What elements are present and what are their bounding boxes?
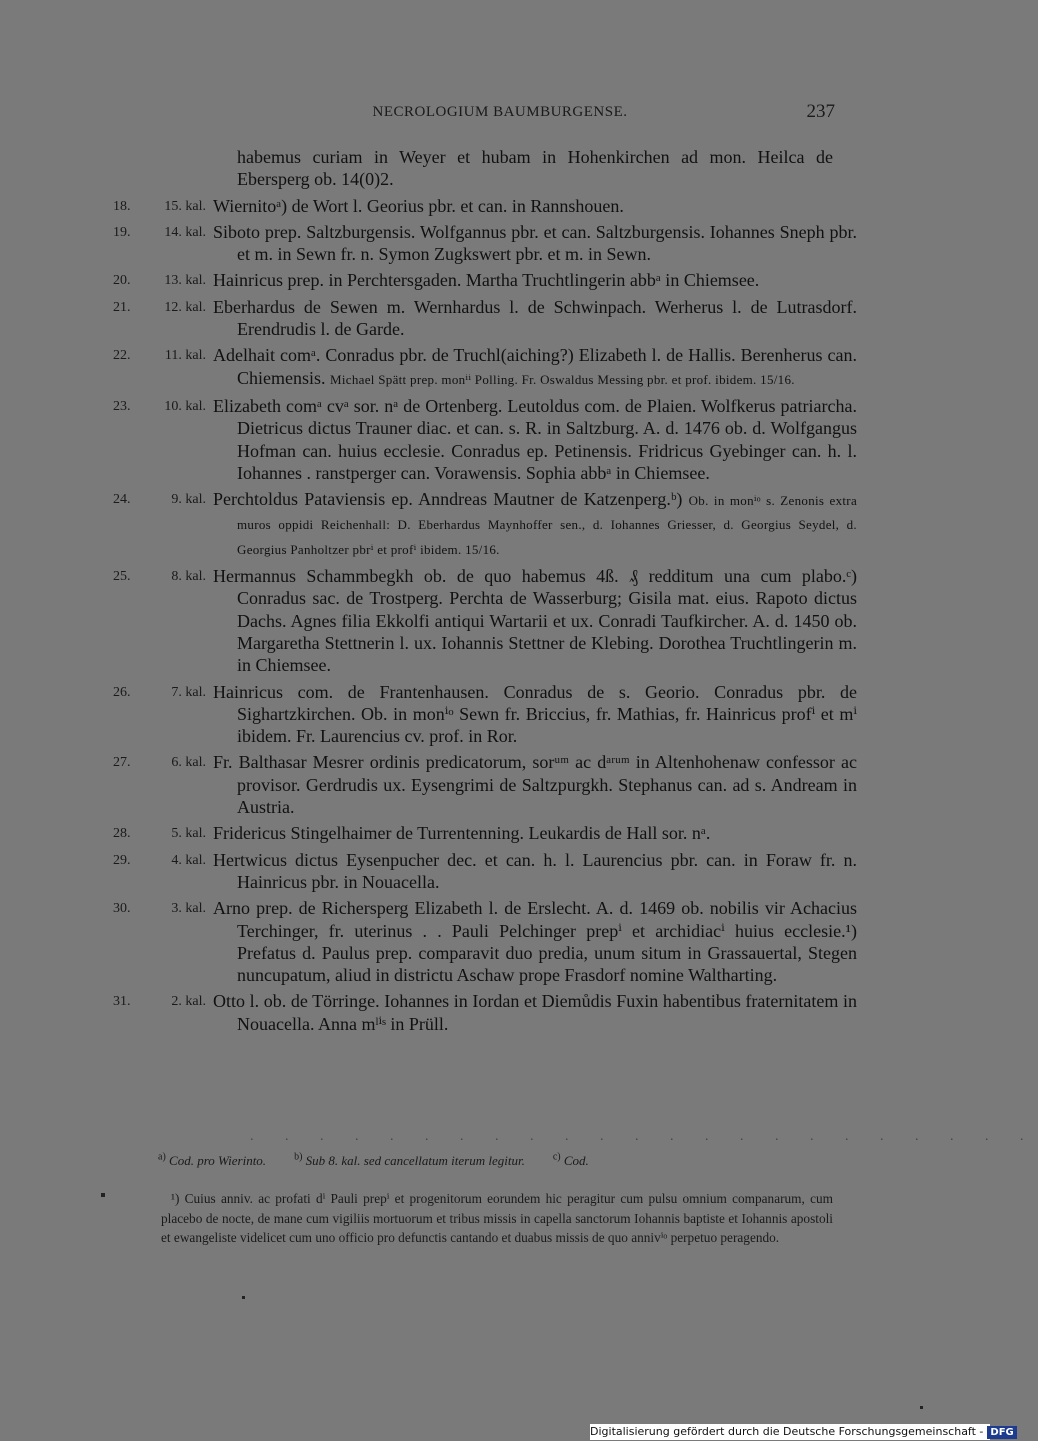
necrology-entry xyxy=(0,822,1000,844)
entry-text xyxy=(213,195,857,217)
entry-day-number: 28. xyxy=(113,826,131,842)
entry-day-number: 27. xyxy=(113,755,131,771)
entry-kalends: 4. kal. xyxy=(171,852,206,868)
entry-kalends: 3. kal. xyxy=(171,901,206,917)
entry-kalends: 12. kal. xyxy=(164,299,206,315)
entry-later-addition: Michael Spätt prep. monⁱⁱ Polling. Fr. Oswaldus Messing pbr. et prof. ibidem. 15/16. xyxy=(330,371,795,387)
necrology-entry xyxy=(0,296,1000,341)
entry-day-number: 29. xyxy=(113,852,131,868)
necrology-body xyxy=(0,146,1000,1039)
necrology-entry xyxy=(0,269,1000,291)
necrology-entry xyxy=(0,488,1000,561)
entry-main-text: Elizabeth comᵃ cvᵃ sor. nᵃ de Ortenberg. Leutoldus com. de Plaien. Wolfkerus patriarcha. Dietricus dictus Trauner diac. et can. s. R. in Saltzburg. A. d. 1476 ob. d. Wolfgangus Hofman can. huius ecclesie. Conradus ep. Petinensis. Fridricus Gyebinger can. h. l. Iohannes . ranstperger can. Vorawensis. Sophia abbᵃ in Chiemsee. xyxy=(213,395,857,483)
entry-main-text: Eberhardus de Sewen m. Wernhardus l. de Schwinpach. Werherus l. de Lutrasdorf. Erendrudis l. de Garde. xyxy=(213,296,857,340)
entry-main-text: Hertwicus dictus Eysenpucher dec. et can. h. l. Laurencius pbr. can. in Foraw fr. n. Hainricus pbr. in Nouacella. xyxy=(213,849,857,892)
ink-speck xyxy=(242,1296,245,1299)
entry-main-text: Siboto prep. Saltzburgensis. Wolfgannus pbr. et can. Saltzburgensis. Iohannes Sneph pbr. et m. in Sewn fr. n. Symon Zugkswert pbr. et m. in Sewn. xyxy=(213,221,857,265)
entry-text xyxy=(213,344,857,391)
footnote-mark: b) xyxy=(294,1151,303,1163)
entry-text xyxy=(213,897,857,986)
entry-day-number: 31. xyxy=(113,994,131,1010)
entry-main-text: Wiernitoᵃ) de Wort l. Georius pbr. et can. in Rannshouen. xyxy=(213,195,624,216)
entry-main-text: Arno prep. de Richersperg Elizabeth l. de Erslecht. A. d. 1469 ob. nobilis vir Achacius Terchinger, fr. uterinus . . Pauli Pelchinger prepⁱ et archidiacⁱ huius ecclesie.¹) Prefatus d. Paulus prep. comparavit duo predia, unum situm in Grassauertal, Stegen nuncupatum, aliud in districtu Aschaw prope Frasdorf nomine Waltharting. xyxy=(213,898,857,986)
necrology-entry xyxy=(0,221,1000,266)
continuation-text: habemus curiam in Weyer et hubam in Hohenkirchen ad mon. Heilca de Ebersperg ob. 14(0)2. xyxy=(237,147,833,190)
entry-text xyxy=(213,849,857,894)
funding-notice xyxy=(590,1424,1014,1440)
entry-kalends: 15. kal. xyxy=(164,198,206,214)
entry-text xyxy=(213,990,857,1035)
entry-text xyxy=(213,221,857,266)
entry-day-number: 20. xyxy=(113,273,131,289)
entry-main-text: Fridericus Stingelhaimer de Turrentenning. Leukardis de Hall sor. nᵃ. xyxy=(213,823,711,844)
footnotes-letters xyxy=(158,1153,838,1169)
continuation-entry xyxy=(0,146,1000,191)
entry-kalends: 11. kal. xyxy=(164,348,206,364)
necrology-entry xyxy=(0,344,1000,391)
necrology-entry xyxy=(0,897,1000,986)
page-number: 237 xyxy=(806,101,835,122)
entry-kalends: 7. kal. xyxy=(171,684,206,700)
dfg-logo: DFG xyxy=(987,1426,1016,1439)
ink-speck xyxy=(920,1406,923,1409)
entry-main-text: Hainricus com. de Frantenhausen. Conradus de s. Georio. Conradus pbr. de Sighartzkirchen. Ob. in monⁱᵒ Sewn fr. Briccius, fr. Mathias, fr. Hainricus profⁱ et mⁱ ibidem. Fr. Laurencius cv. prof. in Ror. xyxy=(213,681,857,747)
entry-kalends: 9. kal. xyxy=(171,492,206,508)
entry-main-text: Hermannus Schammbegkh ob. de quo habemus 4ß. ₰ redditum una cum plabo.ᶜ) Conradus sac. de Trostperg. Perchta de Wasserburg; Gisila mat. eius. Rapoto dictus Dachs. Agnes filia Ekkolfi antiqui Wartarii et ux. Conradi Taufkircher. A. d. 1450 ob. Margaretha Stettnerin l. ux. Iohannis Stettner de Klebing. Dorothea Truchtlingerin m. in Chiemsee. xyxy=(213,566,857,676)
footnote-letter-item xyxy=(294,1153,525,1168)
entry-later-addition: Ob. in monⁱᵒ s. Zenonis extra muros oppidi Reichenhall: D. Eberhardus Maynhoffer sen., d. Iohannes Griesser, d. Georgius Seydel, d. Georgius Panholtzer pbrⁱ et profⁱ ibidem. 15/16. xyxy=(237,493,858,557)
header-title: NECROLOGIUM BAUMBURGENSE. xyxy=(372,104,628,120)
entry-day-number: 24. xyxy=(113,492,131,508)
entry-text xyxy=(213,822,857,844)
entry-text xyxy=(213,296,857,341)
entry-day-number: 22. xyxy=(113,348,131,364)
entry-day-number: 26. xyxy=(113,684,131,700)
entry-main-text: Perchtoldus Pataviensis ep. Anndreas Mautner de Katzenperg.ᵇ) xyxy=(213,489,683,510)
entry-day-number: 30. xyxy=(113,901,131,917)
necrology-entry xyxy=(0,195,1000,217)
entry-main-text: Otto l. ob. de Törringe. Iohannes in Iordan et Diemůdis Fuxin habentibus fraternitatem in Nouacella. Anna mˡⁱˢ in Prüll. xyxy=(213,991,857,1034)
entry-day-number: 23. xyxy=(113,398,131,414)
entry-text xyxy=(213,488,857,561)
ink-speck xyxy=(101,1193,105,1197)
entry-kalends: 6. kal. xyxy=(171,755,206,771)
footnote-letter-item xyxy=(553,1153,589,1168)
footnote-mark: c) xyxy=(552,1151,561,1163)
entry-kalends: 5. kal. xyxy=(171,826,206,842)
entry-day-number: 19. xyxy=(113,224,131,240)
entry-kalends: 8. kal. xyxy=(171,569,206,585)
entry-kalends: 10. kal. xyxy=(164,398,206,414)
entry-main-text: Adelhait comᵃ. Conradus pbr. de Truchl(aiching?) Elizabeth l. de Hallis. Berenherus can. Chiemensis. xyxy=(213,345,857,388)
entry-day-number: 18. xyxy=(113,198,131,214)
footnote-mark: a) xyxy=(158,1151,166,1163)
necrology-entry xyxy=(0,681,1000,748)
footnote-letter-text: Cod. xyxy=(563,1153,589,1168)
entry-kalends: 2. kal. xyxy=(171,994,206,1010)
footnote-letter-item xyxy=(158,1153,266,1168)
separator-dots: . . . . . . . . . . . . . . . . . . . . . . . xyxy=(250,1129,1038,1144)
necrology-entry xyxy=(0,565,1000,676)
entries-list xyxy=(0,195,1000,1035)
necrology-entry xyxy=(0,751,1000,818)
footnote-letter-text: Sub 8. kal. sed cancellatum iterum legitur. xyxy=(305,1153,525,1168)
entry-text xyxy=(213,751,857,818)
entry-text xyxy=(213,269,857,291)
entry-kalends: 14. kal. xyxy=(164,224,206,240)
funding-text: Digitalisierung gefördert durch die Deutsche Forschungsgemeinschaft - xyxy=(590,1425,984,1438)
entry-day-number: 25. xyxy=(113,569,131,585)
entry-main-text: Fr. Balthasar Mesrer ordinis predicatorum, sorᵘᵐ ac dᵃʳᵘᵐ in Altenhohenaw confessor ac provisor. Gerdrudis ux. Eysengrimi de Saltzpurgkh. Stephanus can. ad s. Andream in Austria. xyxy=(213,752,857,818)
footnote-letter-text: Cod. pro Wierinto. xyxy=(169,1153,267,1168)
necrology-entry xyxy=(0,849,1000,894)
entry-text xyxy=(213,681,857,748)
necrology-entry xyxy=(0,990,1000,1035)
necrology-entry xyxy=(0,395,1000,484)
footnote-main: ¹) Cuius anniv. ac profati dⁱ Pauli prepⁱ et progenitorum eorundem hic peragitur cum pulsu omnium companarum, cum placebo de nocte, de mane cum vigiliis mortuorum et tribus missis in capella sanctorum Iohannis baptiste et Iohannis apostoli et ewangeliste videlicet cum uno officio pro defunctis cantando et duabus missis de quo annivⁱᵒ perpetuo peragendo. xyxy=(161,1191,833,1245)
entry-text xyxy=(213,395,857,484)
entry-day-number: 21. xyxy=(113,299,131,315)
entry-kalends: 13. kal. xyxy=(164,273,206,289)
entry-text xyxy=(213,565,857,676)
entry-main-text: Hainricus prep. in Perchtersgaden. Martha Truchtlingerin abbᵃ in Chiemsee. xyxy=(213,270,760,291)
